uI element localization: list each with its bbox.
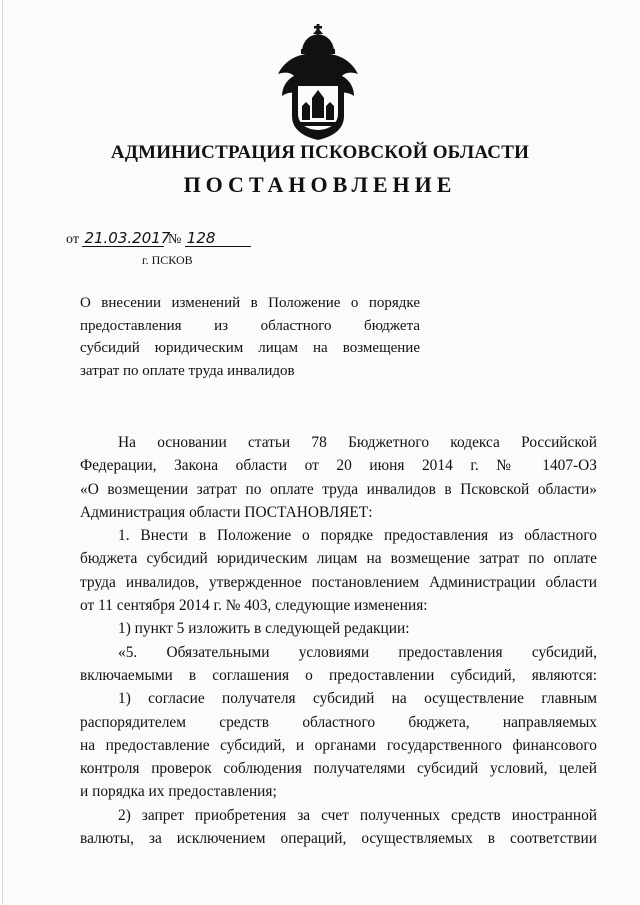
body-line: 1) согласие получателя субсидий на осуществление главным: [118, 690, 597, 708]
document-number: 128: [185, 230, 251, 247]
body-line: контроля проверок соблюдения получателями субсидий условий, целей: [80, 760, 597, 778]
body-line: 1. Внести в Положение о порядке предоставления из областного: [118, 527, 597, 545]
body-line: «5. Обязательными условиями предоставления субсидий,: [118, 643, 597, 661]
coat-of-arms-icon: [272, 22, 364, 144]
body-line: Администрация области ПОСТАНОВЛЯЕТ:: [80, 503, 373, 521]
body-line: валюты, за исключением операций, осуществляемых в соответствии: [80, 830, 597, 848]
body-line: труда инвалидов, утвержденное постановлением Администрации области: [80, 573, 597, 591]
body-line: Федерации, Закона области от 20 июня 2014 г. № 1407-ОЗ: [80, 457, 597, 475]
organization-title: АДМИНИСТРАЦИЯ ПСКОВСКОЙ ОБЛАСТИ: [110, 142, 530, 163]
body-line: распорядителем средств областного бюджета, направляемых: [80, 713, 597, 731]
body-line: и порядка их предоставления;: [80, 783, 277, 801]
body-line: 1) пункт 5 изложить в следующей редакции:: [118, 620, 410, 638]
document-body: [80, 431, 597, 850]
scan-edge-line: [2, 0, 3, 905]
body-line: На основании статьи 78 Бюджетного кодекса Российской: [118, 434, 597, 451]
subject-line: субсидий юридическим лицам на возмещение: [80, 340, 420, 356]
date-number-line: [66, 230, 251, 248]
body-line: 2) запрет приобретения за счет полученных средств иностранной: [118, 806, 597, 824]
body-line: бюджета субсидий юридическим лицам на возмещение затрат по оплате: [80, 550, 597, 568]
document-subject: [80, 292, 420, 382]
document-date: 21.03.2017: [84, 229, 171, 247]
subject-line: затрат по оплате труда инвалидов: [80, 362, 295, 379]
number-prefix: №: [167, 232, 182, 247]
subject-line: предоставления из областного бюджета: [80, 317, 420, 334]
issue-city: г. ПСКОВ: [142, 253, 193, 267]
body-line: «О возмещении затрат по оплате труда инвалидов в Псковской области»: [80, 480, 597, 498]
body-line: от 11 сентября 2014 г. № 403, следующие изменения:: [80, 597, 428, 615]
body-line: включаемыми в соглашения о предоставлении субсидий, являются:: [80, 666, 597, 684]
date-prefix: от: [66, 232, 79, 247]
document-type-title: ПОСТАНОВЛЕНИЕ: [183, 172, 457, 197]
subject-line: О внесении изменений в Положение о порядке: [80, 295, 420, 311]
body-line: на предоставление субсидий, и органами государственного финансового: [80, 736, 597, 754]
